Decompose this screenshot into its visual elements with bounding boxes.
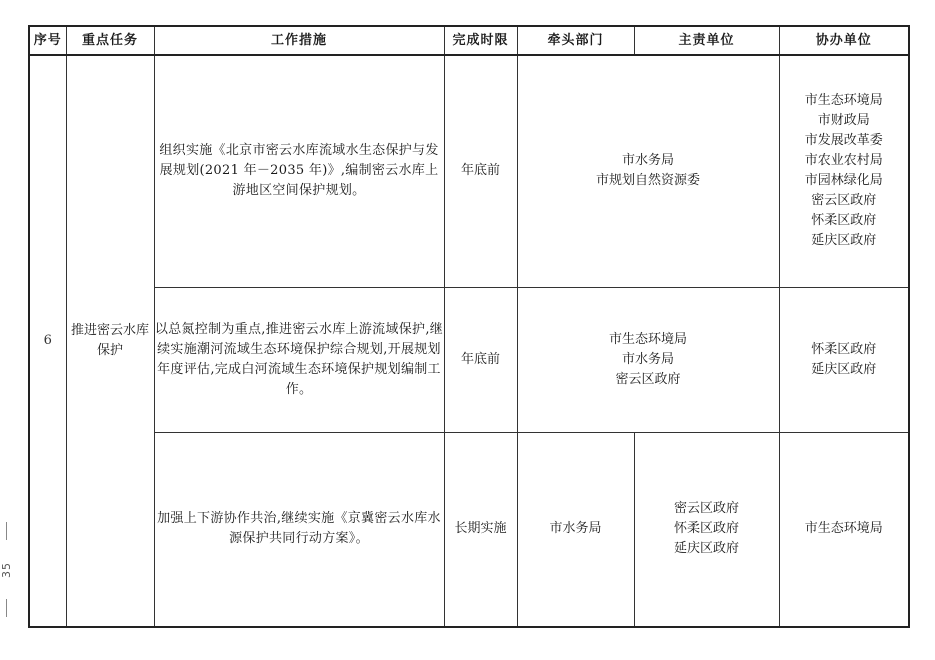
header-lead-dept: 牵头部门 bbox=[517, 26, 634, 55]
main-unit-cell bbox=[634, 432, 779, 627]
unit-name: 市农业农村局 bbox=[804, 153, 883, 169]
assist-cell bbox=[779, 432, 909, 627]
lead-dept-cell bbox=[517, 432, 634, 627]
unit-name: 市财政局 bbox=[817, 113, 870, 129]
unit-name: 市生态环境局 bbox=[804, 521, 883, 537]
assist-cell bbox=[779, 55, 909, 287]
page-number-dash-top bbox=[6, 522, 7, 540]
deadline-cell: 长期实施 bbox=[444, 432, 517, 627]
table-header-row bbox=[29, 26, 909, 55]
unit-name: 市水务局 bbox=[549, 521, 602, 537]
header-task: 重点任务 bbox=[66, 26, 154, 55]
header-seq: 序号 bbox=[29, 26, 66, 55]
deadline-cell: 年底前 bbox=[444, 287, 517, 432]
unit-name: 市水务局 bbox=[621, 351, 674, 367]
task-table bbox=[28, 25, 910, 628]
task-cell: 推进密云水库保护 bbox=[66, 55, 154, 627]
header-deadline: 完成时限 bbox=[444, 26, 517, 55]
unit-name: 延庆区政府 bbox=[673, 541, 739, 557]
unit-name: 怀柔区政府 bbox=[811, 213, 877, 229]
measure-cell: 组织实施《北京市密云水库流域水生态保护与发展规划(2021 年－2035 年)》,编制密云水库上游地区空间保护规划。 bbox=[154, 55, 444, 287]
measure-cell: 以总氮控制为重点,推进密云水库上游流域保护,继续实施潮河流域生态环境保护综合规划,开展规划年度评估,完成白河流域生态环境保护规划编制工作。 bbox=[154, 287, 444, 432]
unit-name: 市规划自然资源委 bbox=[595, 173, 700, 189]
unit-name: 市园林绿化局 bbox=[804, 173, 883, 189]
lead-main-cell bbox=[517, 287, 779, 432]
page-number-text: 35 bbox=[0, 561, 13, 578]
unit-name: 密云区政府 bbox=[673, 501, 739, 517]
header-assist-unit: 协办单位 bbox=[779, 26, 909, 55]
deadline-cell: 年底前 bbox=[444, 55, 517, 287]
lead-main-cell bbox=[517, 55, 779, 287]
unit-name: 怀柔区政府 bbox=[811, 341, 877, 357]
table-row bbox=[29, 432, 909, 627]
unit-name: 市生态环境局 bbox=[804, 93, 883, 109]
unit-name: 密云区政府 bbox=[615, 371, 681, 387]
header-main-unit: 主责单位 bbox=[634, 26, 779, 55]
unit-name: 怀柔区政府 bbox=[673, 521, 739, 537]
unit-name: 市生态环境局 bbox=[608, 331, 687, 347]
assist-cell bbox=[779, 287, 909, 432]
unit-name: 市发展改革委 bbox=[804, 133, 883, 149]
seq-cell: 6 bbox=[29, 55, 66, 627]
unit-name: 密云区政府 bbox=[811, 193, 877, 209]
measure-cell: 加强上下游协作共治,继续实施《京冀密云水库水源保护共同行动方案》。 bbox=[154, 432, 444, 627]
unit-name: 延庆区政府 bbox=[811, 361, 877, 377]
table-row bbox=[29, 287, 909, 432]
page-number-dash-bottom bbox=[6, 599, 7, 617]
header-measure: 工作措施 bbox=[154, 26, 444, 55]
unit-name: 延庆区政府 bbox=[811, 233, 877, 249]
table-row bbox=[29, 55, 909, 287]
page-number bbox=[0, 522, 12, 617]
unit-name: 市水务局 bbox=[621, 153, 674, 169]
